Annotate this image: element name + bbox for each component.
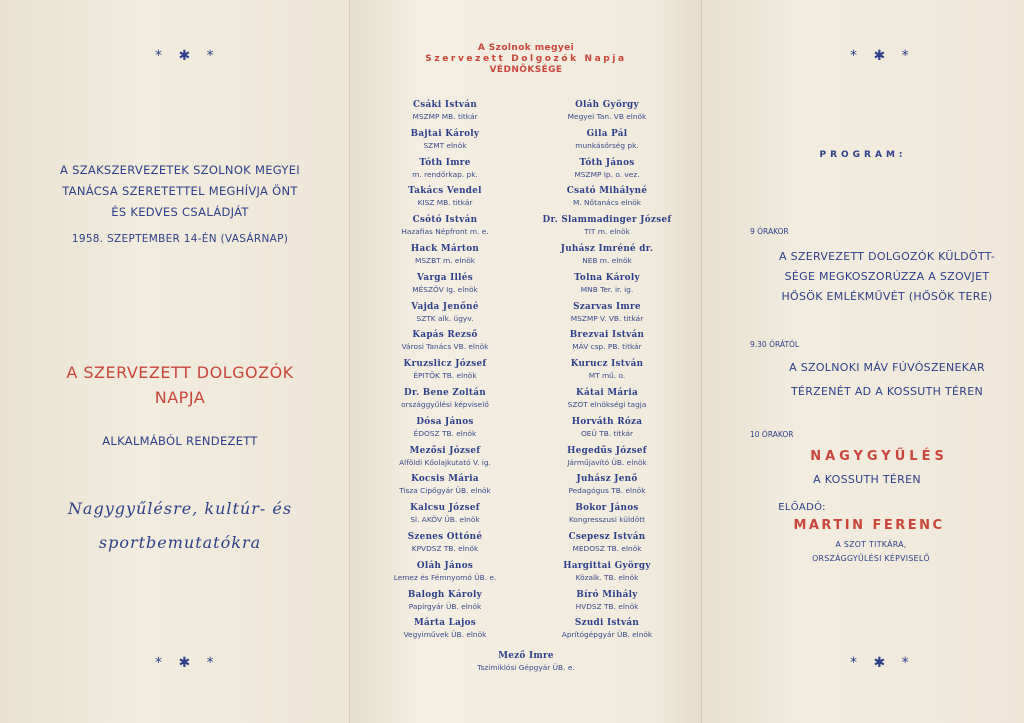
event-title-line: NAPJA [154, 388, 206, 407]
patron-row [364, 273, 688, 302]
rally-heading: NAGYGYŰLÉS [810, 449, 948, 464]
right-panel [702, 0, 1024, 723]
speaker-title-line: A SZOT TITKÁRA, [835, 540, 907, 549]
patron-name: Bokor János [575, 503, 639, 514]
patron-entry [526, 186, 688, 215]
patron-row [364, 590, 688, 619]
event-line: TÉRZENÉT AD A KOSSUTH TÉREN [790, 385, 984, 398]
patron-role: Papírgyár ÜB. elnök [408, 601, 482, 611]
patron-role: MSZBT m. elnök [414, 255, 476, 265]
patron-name: Kurucz István [570, 359, 644, 370]
patron-entry [364, 561, 526, 590]
patron-entry [364, 618, 526, 647]
patron-role: Járműjavító ÜB. elnök [567, 457, 647, 467]
patron-entry [350, 651, 702, 673]
patron-role: Tszimiklósi Gépgyár ÜB. e. [477, 663, 575, 672]
patron-role: Közalk. TB. elnök [575, 572, 639, 582]
program-time: 9.30 ÓRÁTÓL [750, 340, 800, 349]
patron-role: MSZMP MB. titkár [412, 112, 478, 121]
event-line: A SZERVEZETT DOLGOZÓK KÜLDÖTT- [778, 250, 995, 263]
patron-row [364, 330, 688, 359]
patron-name: Szarvas Imre [573, 301, 641, 312]
patron-name: Horváth Róza [571, 416, 643, 427]
speaker-title-line: ORSZÁGGYŰLÉSI KÉPVISELŐ [812, 554, 930, 563]
patron-name: Mező Imre [498, 651, 554, 661]
invitation-date: 1958. SZEPTEMBER 14-ÉN (VASÁRNAP) [71, 233, 289, 245]
patron-row [364, 446, 688, 475]
speaker-name: MARTIN FERENC [793, 518, 945, 533]
patron-name: Hack Márton [410, 243, 480, 254]
patron-entry [364, 129, 526, 158]
patron-entry [526, 330, 688, 359]
patron-name: Csató Mihályné [566, 186, 648, 197]
patron-name: Kalcsu József [410, 503, 480, 514]
patron-name: Csótó István [412, 215, 478, 226]
patron-entry [526, 388, 688, 417]
patron-row [364, 417, 688, 446]
left-panel [0, 0, 350, 723]
patron-row [364, 129, 688, 158]
event-line: A SZOLNOKI MÁV FÚVÓSZENEKAR [789, 361, 985, 374]
patron-role: Aprítógépgyár ÜB. elnök [561, 630, 653, 640]
patron-entry [364, 446, 526, 475]
patron-name: Oláh János [416, 560, 474, 571]
patron-role: Tisza Cipőgyár ÜB. elnök [399, 486, 491, 496]
patron-name: Hegedűs József [567, 445, 647, 456]
patron-row [364, 618, 688, 647]
program-event [762, 247, 1012, 307]
patron-entry [526, 532, 688, 561]
patron-role: Sl. AKÖV ÜB. elnök [410, 515, 480, 525]
patron-name: Balogh Károly [407, 589, 483, 600]
patron-role: Alföldi Kőolajkutató V. ig. [399, 457, 491, 467]
patron-row [364, 244, 688, 273]
patron-role: Vegyiművek ÜB. elnök [403, 630, 487, 640]
patron-row [364, 302, 688, 331]
patron-role: ÉDOSZ TB. elnök [413, 428, 477, 438]
patron-entry [364, 503, 526, 532]
patron-name: Gila Pál [586, 128, 628, 139]
patron-row [364, 215, 688, 244]
invitation-line: A SZAKSZERVEZETEK SZOLNOK MEGYEI [60, 163, 300, 177]
patron-name: Juhász Jenő [576, 474, 638, 485]
event-line: HŐSÖK EMLÉKMŰVÉT (HŐSÖK TERE) [781, 290, 993, 303]
patron-name: Varga Illés [417, 272, 473, 283]
program-time: 10 ÓRAKOR [750, 430, 794, 439]
patron-name: Tolna Károly [574, 272, 640, 283]
star-ornament-top: * ✱ * [155, 48, 220, 64]
patron-entry [526, 302, 688, 331]
patron-entry [526, 100, 688, 129]
patron-role: MSZMP V. VB. titkár [570, 313, 644, 323]
patron-entry [526, 503, 688, 532]
patron-role: MNB Ter. ir. ig. [580, 284, 634, 294]
event-title [30, 360, 330, 410]
patron-entry [364, 215, 526, 244]
patron-name: Tóth Imre [419, 157, 471, 168]
patron-name: Dr. Bene Zoltán [404, 387, 486, 398]
program-event [762, 358, 1012, 402]
rally-place: A KOSSUTH TÉREN [813, 473, 921, 486]
patron-role: Kongresszusi küldött [568, 515, 646, 525]
patron-name: Oláh György [575, 100, 639, 110]
patron-name: Kruzslicz József [403, 359, 487, 370]
patron-entry [364, 273, 526, 302]
patron-entry [364, 532, 526, 561]
patron-name: Bajtai Károly [410, 128, 480, 139]
header-line: VÉDNÖKSÉGE [489, 65, 563, 75]
patron-entry [526, 359, 688, 388]
patron-entry [364, 244, 526, 273]
script-text [60, 492, 300, 560]
patron-role: MÁV csp. PB. titkár [572, 342, 642, 352]
patron-name: Mezősi József [409, 445, 481, 456]
patron-name: Takács Vendel [408, 186, 482, 197]
patron-role: SZTK alk. ügyv. [416, 313, 474, 323]
star-ornament-bottom: * ✱ * [155, 655, 220, 671]
patron-name: Vajda Jenőné [411, 301, 479, 312]
patron-role: HVDSZ TB. elnök [575, 601, 639, 611]
patron-entry [364, 474, 526, 503]
occasion-text: ALKALMÁBÓL RENDEZETT [102, 434, 258, 448]
patron-entry [526, 446, 688, 475]
patron-role: MÉSZÖV Ig. elnök [412, 284, 478, 294]
patron-entry [526, 273, 688, 302]
patron-entry [364, 590, 526, 619]
patron-entry [364, 417, 526, 446]
program-time: 9 ÓRAKOR [750, 227, 789, 236]
patron-row [364, 532, 688, 561]
patron-row [364, 388, 688, 417]
event-title-line: A SZERVEZETT DOLGOZÓK [66, 363, 294, 382]
patron-name: Tóth János [579, 157, 635, 168]
header-line: Szervezett Dolgozók Napja [425, 54, 627, 64]
patron-entry [364, 302, 526, 331]
patron-role: MT mű. o. [588, 371, 626, 381]
invitation-line: TANÁCSA SZERETETTEL MEGHÍVJA ÖNT [62, 184, 298, 198]
patron-role: országgyűlési képviselő [401, 399, 489, 409]
patron-role: Hazafias Népfront m. e. [401, 227, 489, 237]
patron-role: MSZMP Ip. o. vez. [574, 169, 640, 179]
patron-entry [364, 388, 526, 417]
patron-row [364, 359, 688, 388]
patron-entry [526, 158, 688, 187]
patron-name: Kapás Rezső [412, 330, 478, 341]
patron-name: Márta Lajos [413, 618, 477, 629]
patron-entry [364, 158, 526, 187]
patron-name: Kátai Mária [576, 387, 638, 398]
patron-entry [526, 590, 688, 619]
patron-row [364, 474, 688, 503]
patron-name: Juhász Imréné dr. [560, 243, 654, 254]
script-line: Nagygyűlésre, kultúr- és [67, 499, 293, 518]
patronage-header [350, 43, 702, 76]
patron-name: Bíró Mihály [576, 589, 638, 600]
patron-row [364, 503, 688, 532]
patron-role: MEDOSZ TB. elnök [572, 543, 642, 553]
patron-role: Lemez és Fémnyomó ÜB. e. [393, 572, 497, 582]
star-ornament-top: * ✱ * [850, 48, 915, 64]
speaker-titles [746, 538, 996, 566]
star-ornament-bottom: * ✱ * [850, 655, 915, 671]
patron-row [364, 100, 688, 129]
patron-entry [526, 244, 688, 273]
patron-role: Megyei Tan. VB elnök [567, 112, 647, 121]
patron-role: KPVDSZ TB. elnök [411, 543, 479, 553]
event-line: SÉGE MEGKOSZORÚZZA A SZOVJET [784, 270, 990, 283]
patron-name: Szenes Ottóné [407, 531, 483, 542]
patron-list [364, 100, 688, 647]
patron-name: Hargittai György [563, 560, 651, 571]
patron-role: m. rendőrkap. pk. [412, 169, 478, 179]
patron-entry [364, 330, 526, 359]
header-line: A Szolnok megyei [477, 43, 575, 53]
patron-role: OEÜ TB. titkár [580, 428, 634, 438]
patron-entry [364, 100, 526, 129]
patron-entry [526, 561, 688, 590]
patron-role: SZOT elnökségi tagja [567, 399, 647, 409]
program-title: PROGRAM: [819, 150, 907, 160]
patron-role: SZMT elnök [423, 140, 467, 150]
patron-name: Csáki István [412, 100, 478, 110]
patron-role: M. Nőtanács elnök [572, 198, 642, 208]
patron-row [364, 561, 688, 590]
patron-name: Szudi István [574, 618, 640, 629]
patron-entry [526, 417, 688, 446]
patron-role: munkásőrség pk. [575, 140, 639, 150]
patron-name: Csepesz István [568, 531, 646, 542]
patron-name: Dr. Slammadinger József [542, 215, 672, 226]
patron-entry [526, 129, 688, 158]
patron-role: ÉPITŐK TB. elnök [413, 371, 477, 381]
patron-entry [526, 618, 688, 647]
patron-entry [364, 359, 526, 388]
patron-entry [526, 215, 688, 244]
patron-role: Városi Tanács VB. elnök [401, 342, 489, 352]
invitation-text [30, 160, 330, 250]
invitation-line: ÉS KEDVES CSALÁDJÁT [111, 205, 249, 219]
patron-role: KISZ MB. titkár [417, 198, 473, 208]
patron-name: Kocsis Mária [411, 474, 479, 485]
script-line: sportbemutatókra [98, 533, 262, 552]
middle-panel [350, 0, 702, 723]
patron-row [364, 186, 688, 215]
patron-entry [364, 186, 526, 215]
patron-name: Dósa János [416, 416, 474, 427]
patron-role: Pedagógus TB. elnök [568, 486, 646, 496]
patron-row [364, 158, 688, 187]
patron-role: TIT m. elnök [584, 227, 630, 237]
patron-entry [526, 474, 688, 503]
patron-role: NEB m. elnök [582, 255, 632, 265]
patron-name: Brezvai István [569, 330, 645, 341]
speaker-label: ELŐADÓ: [778, 502, 826, 513]
